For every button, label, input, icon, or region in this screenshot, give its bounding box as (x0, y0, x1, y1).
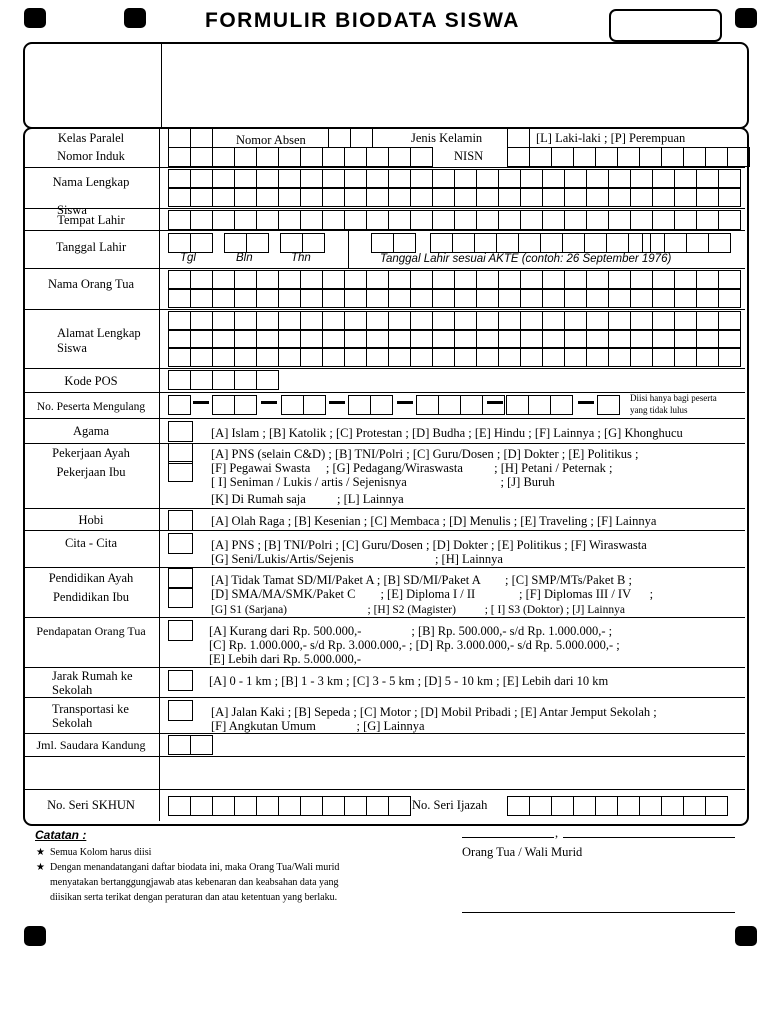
input-transportasi[interactable] (168, 700, 193, 721)
label-jarak-line-1: Jarak Rumah ke (52, 669, 133, 683)
input-agama[interactable] (168, 421, 193, 442)
input-nama-orang-tua-line-2[interactable] (168, 288, 740, 308)
input-kelas-paralel[interactable] (168, 128, 212, 148)
note-1: ★ Semua Kolom harus diisi (36, 847, 152, 858)
input-skhun[interactable] (168, 796, 410, 816)
no-peserta-note-line-2: yang tidak lulus (630, 405, 688, 415)
input-ijazah[interactable] (507, 796, 727, 816)
note-2: ★ Dengan menandatangani daftar biodata ini, maka Orang Tua/Wali murid menyatakan bertanggungjawab atas kebenaran dan keabsahan data yang diisikan serta terikat dengan peraturan dan atau ketentuan yang berlaku. (36, 862, 340, 903)
input-saudara[interactable] (168, 735, 212, 755)
label-pekerjaan-ayah: Pekerjaan Ayah (52, 446, 130, 460)
signature-place-line[interactable] (462, 837, 554, 838)
input-nomor-absen[interactable] (328, 128, 372, 148)
input-bln[interactable] (224, 233, 268, 253)
input-nama-lengkap-line-1[interactable] (168, 169, 740, 189)
signature-name-line[interactable] (462, 912, 735, 913)
label-kode-pos: Kode POS (64, 374, 118, 388)
label-pendidikan-ibu: Pendidikan Ibu (52, 590, 130, 604)
label-nomor-induk: Nomor Induk (57, 149, 125, 163)
input-tgl[interactable] (168, 233, 212, 253)
label-tempat-lahir: Tempat Lahir (57, 213, 125, 227)
cita-cita-options-line-1: [A] PNS ; [B] TNI/Polri ; [C] Guru/Dosen ; [D] Dokter ; [E] Politikus ; [F] Wiraswasta (211, 538, 647, 552)
label-transportasi-line-1: Transportasi ke (52, 702, 129, 716)
hobi-options: [A] Olah Raga ; [B] Kesenian ; [C] Membaca ; [D] Menulis ; [E] Traveling ; [F] Lainnya (211, 514, 657, 528)
cita-cita-options-line-2: [G] Seni/Lukis/Artis/Sejenis ; [H] Lainnya (211, 552, 503, 566)
label-nisn: NISN (454, 149, 484, 163)
label-pendidikan-ayah: Pendidikan Ayah (48, 571, 134, 585)
transportasi-options-line-1: [A] Jalan Kaki ; [B] Sepeda ; [C] Motor ; [D] Mobil Pribadi ; [E] Antar Jemput Sekolah ; (211, 705, 657, 719)
pekerjaan-options-line-3: [ I] Seniman / Lukis / artis / Sejenisnya ; [J] Buruh (211, 475, 555, 489)
agama-options: [A] Islam ; [B] Katolik ; [C] Protestan ; [D] Budha ; [E] Hindu ; [F] Lainnya ; [G] Khonghucu (211, 426, 683, 440)
jenis-kelamin-options: [L] Laki-laki ; [P] Perempuan (536, 131, 686, 145)
label-jarak-line-2: Sekolah (52, 683, 93, 697)
input-alamat-line-3[interactable] (168, 347, 740, 367)
pendapatan-options-line-2: [C] Rp. 1.000.000,- s/d Rp. 3.000.000,- ; [D] Rp. 3.000.000,- s/d Rp. 5.000.000,- ; (209, 638, 620, 652)
input-peserta-part-4[interactable] (348, 395, 392, 415)
signature-date-line[interactable] (563, 837, 735, 838)
input-alamat-line-1[interactable] (168, 311, 740, 331)
label-alamat-siswa: Siswa (57, 341, 87, 355)
label-tgl: Tgl (180, 252, 196, 264)
input-akte-bulan[interactable] (430, 233, 650, 253)
label-hobi: Hobi (78, 513, 104, 527)
input-peserta-part-7[interactable] (597, 395, 619, 415)
input-alamat-line-2[interactable] (168, 329, 740, 349)
label-saudara: Jml. Saudara Kandung (36, 738, 146, 752)
input-nama-lengkap-line-2[interactable] (168, 187, 740, 207)
form-code-box[interactable] (609, 9, 722, 42)
pendidikan-options-line-1: [A] Tidak Tamat SD/MI/Paket A ; [B] SD/MI/Paket A ; [C] SMP/MTs/Paket B ; (211, 573, 632, 587)
input-nama-orang-tua-line-1[interactable] (168, 270, 740, 290)
label-nama-lengkap: Nama Lengkap (52, 175, 130, 189)
label-bln: Bln (236, 252, 253, 264)
label-nama-lengkap-siswa: Siswa (57, 203, 87, 217)
input-pekerjaan-ibu[interactable] (168, 461, 193, 482)
label-alamat-lengkap: Alamat Lengkap (57, 326, 141, 340)
pendapatan-options-line-1: [A] Kurang dari Rp. 500.000,- ; [B] Rp. 500.000,- s/d Rp. 1.000.000,- ; (209, 624, 613, 638)
input-hobi[interactable] (168, 510, 193, 531)
input-nomor-induk[interactable] (168, 147, 432, 167)
catatan-heading: Catatan : (35, 828, 87, 842)
input-peserta-part-6[interactable] (506, 395, 572, 415)
label-jenis-kelamin: Jenis Kelamin (411, 131, 483, 145)
label-no-peserta: No. Peserta Mengulang (36, 401, 146, 413)
input-peserta-part-5[interactable] (416, 395, 504, 415)
registration-mark-top-center (124, 8, 146, 28)
input-cita-cita[interactable] (168, 533, 193, 554)
input-nisn[interactable] (507, 147, 749, 167)
pekerjaan-options-line-1: [A] PNS (selain C&D) ; [B] TNI/Polri ; [C] Guru/Dosen ; [D] Dokter ; [E] Politikus ; (211, 447, 639, 461)
label-nomor-absen: Nomor Absen (236, 133, 306, 147)
label-agama: Agama (72, 424, 110, 438)
input-jarak[interactable] (168, 670, 193, 691)
input-akte-tgl[interactable] (371, 233, 415, 253)
pendapatan-options-line-3: [E] Lebih dari Rp. 5.000.000,- (209, 652, 362, 666)
signature-separator: , (555, 826, 559, 840)
registration-mark-top-left (24, 8, 46, 28)
input-jenis-kelamin[interactable] (507, 128, 529, 148)
input-akte-tahun[interactable] (642, 233, 730, 253)
input-pendidikan-ayah[interactable] (168, 568, 193, 589)
label-tanggal-lahir: Tanggal Lahir (55, 240, 127, 254)
input-pendidikan-ibu[interactable] (168, 587, 193, 608)
registration-mark-bottom-left (24, 926, 46, 946)
label-transportasi-line-2: Sekolah (52, 716, 93, 730)
label-skhun: No. Seri SKHUN (47, 798, 135, 812)
pendidikan-options-line-3: [G] S1 (Sarjana) ; [H] S2 (Magister) ; [ I] S3 (Doktor) ; [J] Lainnya (211, 604, 625, 616)
label-cita-cita: Cita - Cita (64, 536, 118, 550)
label-kelas-paralel: Kelas Paralel (57, 131, 125, 145)
registration-mark-top-right (735, 8, 757, 28)
registration-mark-bottom-right (735, 926, 757, 946)
pendidikan-options-line-2: [D] SMA/MA/SMK/Paket C ; [E] Diploma I / II ; [F] Diplomas III / IV ; (211, 587, 654, 601)
label-thn: Thn (291, 252, 311, 264)
input-thn[interactable] (280, 233, 324, 253)
input-peserta-part-2[interactable] (212, 395, 256, 415)
transportasi-options-line-2: [F] Angkutan Umum ; [G] Lainnya (211, 719, 425, 733)
label-ijazah: No. Seri Ijazah (412, 798, 488, 812)
input-tempat-lahir[interactable] (168, 210, 740, 230)
input-peserta-part-3[interactable] (281, 395, 325, 415)
pekerjaan-options-line-4: [K] Di Rumah saja ; [L] Lainnya (211, 492, 404, 506)
pekerjaan-options-line-2: [F] Pegawai Swasta ; [G] Pedagang/Wiraswasta ; [H] Petani / Peternak ; (211, 461, 613, 475)
signature-label: Orang Tua / Wali Murid (462, 845, 583, 859)
form-title: FORMULIR BIODATA SISWA (205, 9, 520, 32)
jarak-options: [A] 0 - 1 km ; [B] 1 - 3 km ; [C] 3 - 5 km ; [D] 5 - 10 km ; [E] Lebih dari 10 km (209, 674, 609, 688)
label-pendapatan: Pendapatan Orang Tua (36, 624, 146, 638)
input-peserta-part-1[interactable] (168, 395, 190, 415)
label-nama-orang-tua: Nama Orang Tua (47, 277, 135, 291)
header-box (23, 42, 749, 129)
label-pekerjaan-ibu: Pekerjaan Ibu (56, 465, 126, 479)
no-peserta-note-line-1: Diisi hanya bagi peserta (630, 393, 717, 403)
input-pendapatan[interactable] (168, 620, 193, 641)
input-kode-pos[interactable] (168, 370, 278, 390)
label-tanggal-akte: Tanggal Lahir sesuai AKTE (contoh: 26 September 1976) (380, 253, 672, 265)
